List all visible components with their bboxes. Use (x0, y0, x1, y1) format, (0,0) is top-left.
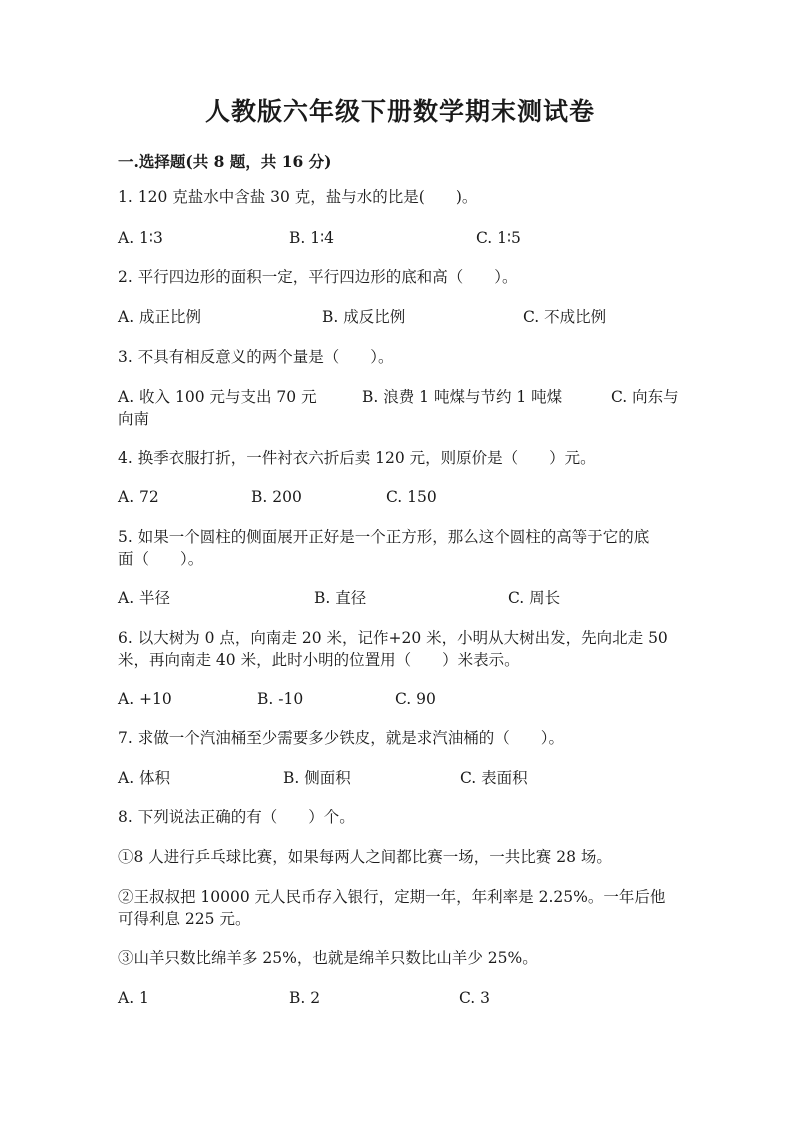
question-8: 8. 下列说法正确的有（ ）个。 (118, 808, 355, 826)
q2-option-b: B. 成反比例 (322, 308, 406, 326)
q5-option-b: B. 直径 (314, 589, 367, 607)
q8-option-c: C. 3 (459, 989, 491, 1007)
page-title: 人教版六年级下册数学期末测试卷 (204, 97, 595, 126)
q8-option-a: A. 1 (118, 989, 149, 1007)
question-6-line-2: 米，再向南走 40 米，此时小明的位置用（ ）米表示。 (118, 651, 520, 669)
question-2: 2. 平行四边形的面积一定，平行四边形的底和高（ ）。 (118, 268, 518, 286)
q3-option-b: B. 浪费 1 吨煤与节约 1 吨煤 (362, 388, 563, 406)
q6-option-a: A. +10 (118, 690, 172, 708)
q7-option-a: A. 体积 (118, 769, 171, 787)
question-4: 4. 换季衣服打折，一件衬衣六折后卖 120 元，则原价是（ ）元。 (118, 449, 596, 467)
question-6-line-1: 6. 以大树为 0 点，向南走 20 米，记作+20 米，小明从大树出发，先向北走 50 (118, 629, 668, 647)
q7-option-b: B. 侧面积 (283, 769, 351, 787)
q3-option-c-cont: 向南 (118, 410, 150, 428)
q5-option-a: A. 半径 (118, 589, 171, 607)
q6-option-c: C. 90 (395, 690, 436, 708)
question-7: 7. 求做一个汽油桶至少需要多少铁皮，就是求汽油桶的（ ）。 (118, 729, 564, 747)
q3-option-c: C. 向东与 (611, 388, 679, 406)
q8-statement-3: ③山羊只数比绵羊多 25%，也就是绵羊只数比山羊少 25%。 (118, 949, 538, 967)
q8-statement-2-cont: 可得利息 225 元。 (118, 910, 251, 928)
q7-option-c: C. 表面积 (460, 769, 528, 787)
q5-option-c: C. 周长 (508, 589, 561, 607)
question-3: 3. 不具有相反意义的两个量是（ ）。 (118, 348, 394, 366)
q1-option-c: C. 1∶5 (476, 229, 521, 247)
q8-statement-2: ②王叔叔把 10000 元人民币存入银行，定期一年，年利率是 2.25%。一年后他 (118, 888, 666, 906)
q8-statement-1: ①8 人进行乒乓球比赛，如果每两人之间都比赛一场，一共比赛 28 场。 (118, 848, 612, 866)
section-heading: 一.选择题(共 8 题，共 16 分) (118, 152, 332, 171)
question-1: 1. 120 克盐水中含盐 30 克，盐与水的比是( )。 (118, 188, 478, 206)
q1-option-b: B. 1∶4 (289, 229, 335, 247)
q1-option-a: A. 1∶3 (118, 229, 163, 247)
q2-option-c: C. 不成比例 (523, 308, 607, 326)
q4-option-b: B. 200 (251, 488, 302, 506)
q4-option-a: A. 72 (118, 488, 159, 506)
question-5-line-2: 面（ ）。 (118, 550, 204, 568)
q3-option-a: A. 收入 100 元与支出 70 元 (118, 388, 317, 406)
q2-option-a: A. 成正比例 (118, 308, 202, 326)
q4-option-c: C. 150 (386, 488, 437, 506)
question-5-line-1: 5. 如果一个圆柱的侧面展开正好是一个正方形，那么这个圆柱的高等于它的底 (118, 528, 650, 546)
q6-option-b: B. -10 (257, 690, 304, 708)
q8-option-b: B. 2 (289, 989, 321, 1007)
